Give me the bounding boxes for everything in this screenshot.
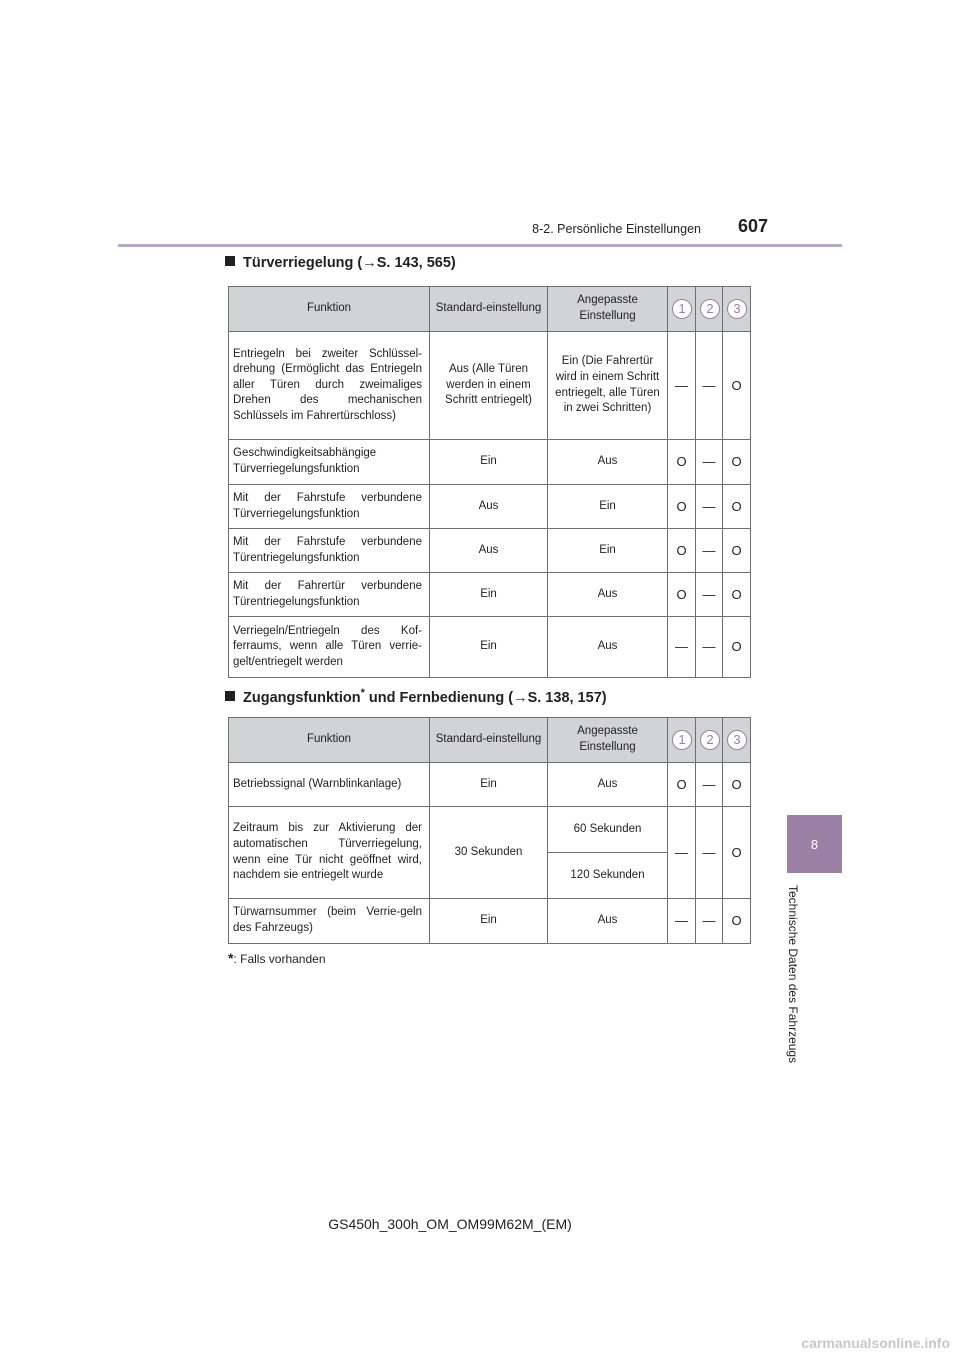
table-row (229, 617, 751, 678)
cell-funktion: Verriegeln/Entriegeln des Kof-ferraums, wenn alle Türen verrie-gelt/entriegelt werden (229, 617, 430, 678)
col-header-angepasst: Angepasste Einstellung (548, 718, 668, 763)
cell-mark-3: O (723, 763, 751, 807)
footnote-star: * (228, 950, 234, 966)
chapter-side-label (786, 885, 800, 1075)
table-row (229, 899, 751, 944)
footnote-star: * (360, 687, 365, 699)
circle-number-icon: 2 (700, 730, 720, 750)
cell-mark-1: — (668, 899, 696, 944)
section-heading-door-locking (225, 255, 456, 271)
col-header-angepasst: Angepasste Einstellung (548, 287, 668, 332)
table-row (229, 332, 751, 440)
cell-mark-3: O (723, 485, 751, 529)
cell-angepasst-option-b: 120 Sekunden (548, 853, 668, 899)
table-row (229, 807, 751, 853)
col-header-1 (668, 718, 696, 763)
cell-standard: Ein (430, 899, 548, 944)
watermark-text: carmanualsonline.info (801, 1335, 950, 1351)
circle-number-icon: 1 (672, 299, 692, 319)
cell-mark-3: O (723, 899, 751, 944)
col-header-funktion: Funktion (229, 718, 430, 763)
cell-funktion: Entriegeln bei zweiter Schlüssel-drehung (Ermöglicht das Entriegeln aller Türen durch zweimaliges Drehen des mechanischen Schlüssels im Fahrertürschloss) (229, 332, 430, 440)
cell-mark-1: O (668, 763, 696, 807)
circle-number-icon: 1 (672, 730, 692, 750)
cell-mark-3: O (723, 807, 751, 899)
cell-mark-3: O (723, 440, 751, 485)
cell-mark-3: O (723, 332, 751, 440)
chapter-number: 8 (810, 836, 819, 852)
col-header-2 (696, 287, 723, 332)
cell-angepasst: Aus (548, 899, 668, 944)
cell-mark-2: — (696, 332, 723, 440)
cell-funktion: Betriebssignal (Warnblinkanlage) (229, 763, 430, 807)
cell-mark-2: — (696, 573, 723, 617)
cell-standard: Ein (430, 763, 548, 807)
heading-text: Türverriegelung (→S. 143, 565) (243, 255, 456, 271)
cell-mark-3: O (723, 573, 751, 617)
document-code: GS450h_300h_OM_OM99M62M_(EM) (328, 1216, 572, 1232)
table-row (229, 529, 751, 573)
cell-standard: Ein (430, 617, 548, 678)
heading-text-rest: und Fernbedienung (→S. 138, 157) (364, 689, 607, 706)
cell-standard: Ein (430, 440, 548, 485)
cell-mark-2: — (696, 440, 723, 485)
cell-mark-2: — (696, 899, 723, 944)
cell-standard: Aus (430, 485, 548, 529)
col-header-3 (723, 718, 751, 763)
cell-standard: 30 Sekunden (430, 807, 548, 899)
cell-funktion: Zeitraum bis zur Aktivierung der automatischen Türverriegelung, wenn eine Tür nicht geöffnet wird, nachdem sie entriegelt wurde (229, 807, 430, 899)
table-header-row (229, 718, 751, 763)
circle-number-icon: 3 (727, 299, 747, 319)
header-divider (118, 244, 842, 247)
cell-mark-2: — (696, 485, 723, 529)
cell-funktion: Türwarnsummer (beim Verrie-geln des Fahrzeugs) (229, 899, 430, 944)
cell-mark-2: — (696, 763, 723, 807)
cell-mark-2: — (696, 529, 723, 573)
table-header-row (229, 287, 751, 332)
cell-mark-1: — (668, 617, 696, 678)
cell-angepasst: Aus (548, 617, 668, 678)
cell-mark-3: O (723, 529, 751, 573)
cell-angepasst: Aus (548, 573, 668, 617)
cell-standard: Ein (430, 573, 548, 617)
col-header-standard: Standard-einstellung (430, 718, 548, 763)
cell-angepasst: Aus (548, 763, 668, 807)
col-header-2 (696, 718, 723, 763)
col-header-standard: Standard-einstellung (430, 287, 548, 332)
cell-mark-1: O (668, 485, 696, 529)
cell-angepasst: Ein (Die Fahrertür wird in einem Schritt entriegelt, alle Türen in zwei Schritten) (548, 332, 668, 440)
col-header-3 (723, 287, 751, 332)
cell-standard: Aus (430, 529, 548, 573)
circle-number-icon: 2 (700, 299, 720, 319)
section-heading-entry-function (225, 687, 607, 706)
cell-funktion: Mit der Fahrstufe verbundene Türverriegelungsfunktion (229, 485, 430, 529)
cell-mark-1: — (668, 807, 696, 899)
page-number: 607 (738, 216, 769, 236)
circle-number-icon: 3 (727, 730, 747, 750)
cell-mark-1: O (668, 440, 696, 485)
entry-function-table (228, 717, 751, 944)
cell-angepasst: Ein (548, 485, 668, 529)
square-bullet-icon (225, 256, 235, 266)
cell-angepasst-option-a: 60 Sekunden (548, 807, 668, 853)
footnote (228, 950, 326, 966)
col-header-funktion: Funktion (229, 287, 430, 332)
door-locking-table (228, 286, 751, 678)
cell-mark-1: O (668, 573, 696, 617)
cell-funktion: Mit der Fahrertür verbundene Türentriegelungsfunktion (229, 573, 430, 617)
cell-angepasst: Ein (548, 529, 668, 573)
table-row (229, 573, 751, 617)
cell-mark-3: O (723, 617, 751, 678)
chapter-tab[interactable] (787, 815, 842, 873)
cell-mark-2: — (696, 617, 723, 678)
footnote-text: : Falls vorhanden (233, 952, 326, 966)
cell-mark-1: — (668, 332, 696, 440)
table-row (229, 763, 751, 807)
cell-mark-2: — (696, 807, 723, 899)
chapter-title: Technische Daten des Fahrzeugs (786, 885, 800, 1064)
cell-funktion: Geschwindigkeitsabhängige Türverriegelungsfunktion (229, 440, 430, 485)
cell-funktion: Mit der Fahrstufe verbundene Türentriegelungsfunktion (229, 529, 430, 573)
cell-standard: Aus (Alle Türen werden in einem Schritt entriegelt) (430, 332, 548, 440)
table-row (229, 485, 751, 529)
table-row (229, 440, 751, 485)
heading-text: Zugangsfunktion (243, 689, 361, 706)
section-title: 8-2. Persönliche Einstellungen (532, 222, 701, 236)
square-bullet-icon (225, 691, 235, 701)
col-header-1 (668, 287, 696, 332)
cell-mark-1: O (668, 529, 696, 573)
cell-angepasst: Aus (548, 440, 668, 485)
